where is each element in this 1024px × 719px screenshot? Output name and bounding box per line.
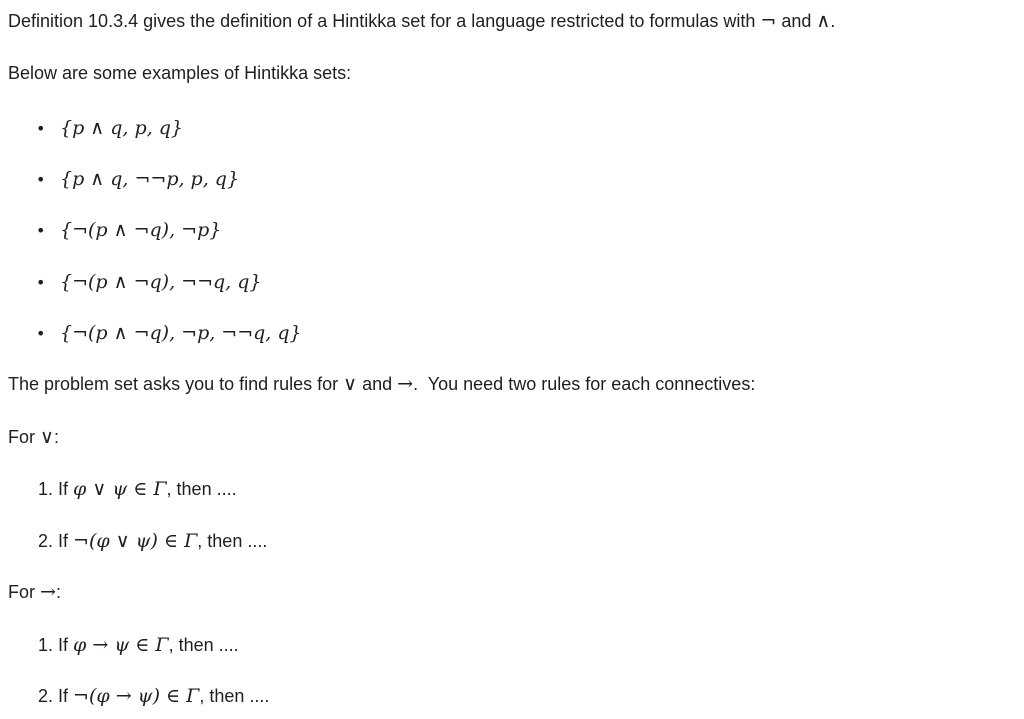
implication-symbol: → [397, 373, 414, 395]
bullet-icon: • [36, 324, 46, 343]
or-section-label: For [8, 427, 35, 447]
example-set-formula: {p ∧ q, p, q} [60, 117, 183, 139]
rule-tail: , then .... [197, 531, 268, 551]
conjunction-symbol: ∧ [816, 10, 831, 32]
examples-heading: Below are some examples of Hintikka sets: [8, 63, 352, 83]
rule-formula: φ ∨ ψ ∈ Γ [73, 478, 167, 500]
bullet-icon: • [36, 273, 46, 292]
example-set-formula: {¬(p ∧ ¬q), ¬¬q, q} [60, 271, 262, 293]
imp-section-label: For [8, 582, 35, 602]
intro-paragraph [8, 9, 835, 33]
list-item [36, 218, 221, 243]
problem-text: The problem set asks you to find rules for [8, 374, 339, 394]
problem-tail: . You need two rules for each connectives: [413, 374, 756, 394]
implication-section-heading [8, 580, 61, 604]
imp-rule-1 [38, 633, 239, 657]
example-set-formula: {¬(p ∧ ¬q), ¬p} [60, 219, 222, 241]
list-item [36, 116, 183, 141]
example-set-formula: {p ∧ q, ¬¬p, p, q} [60, 168, 240, 190]
implication-symbol: → [40, 581, 56, 603]
intro-period: . [830, 11, 836, 31]
rule-number: 1. If [38, 635, 69, 655]
problem-paragraph [8, 372, 755, 396]
rule-tail: , then .... [168, 635, 239, 655]
bullet-icon: • [36, 119, 46, 138]
rule-formula: ¬(φ ∨ ψ) ∈ Γ [73, 530, 198, 552]
list-item [36, 270, 261, 295]
list-item [36, 321, 302, 346]
or-rule-2 [38, 529, 267, 553]
bullet-icon: • [36, 170, 46, 189]
example-set-formula: {¬(p ∧ ¬q), ¬p, ¬¬q, q} [60, 322, 302, 344]
intro-text: Definition 10.3.4 gives the definition of a Hintikka set for a language restricted to formulas with [8, 11, 756, 31]
rule-formula: φ → ψ ∈ Γ [73, 634, 169, 656]
disjunction-symbol: ∨ [40, 426, 54, 448]
or-section-heading [8, 425, 59, 449]
or-rule-1 [38, 477, 237, 501]
or-section-colon: : [53, 427, 59, 447]
negation-symbol: ¬ [760, 10, 777, 32]
rule-tail: , then .... [199, 686, 270, 706]
imp-section-colon: : [55, 582, 61, 602]
rule-tail: , then .... [166, 479, 237, 499]
rule-formula: ¬(φ → ψ) ∈ Γ [73, 685, 200, 707]
disjunction-symbol: ∨ [343, 373, 358, 395]
imp-rule-2 [38, 684, 269, 708]
list-item [36, 167, 239, 192]
bullet-icon: • [36, 221, 46, 240]
rule-number: 2. If [38, 531, 69, 551]
rule-number: 2. If [38, 686, 69, 706]
intro-and: and [781, 11, 812, 31]
rule-number: 1. If [38, 479, 69, 499]
problem-and: and [362, 374, 393, 394]
